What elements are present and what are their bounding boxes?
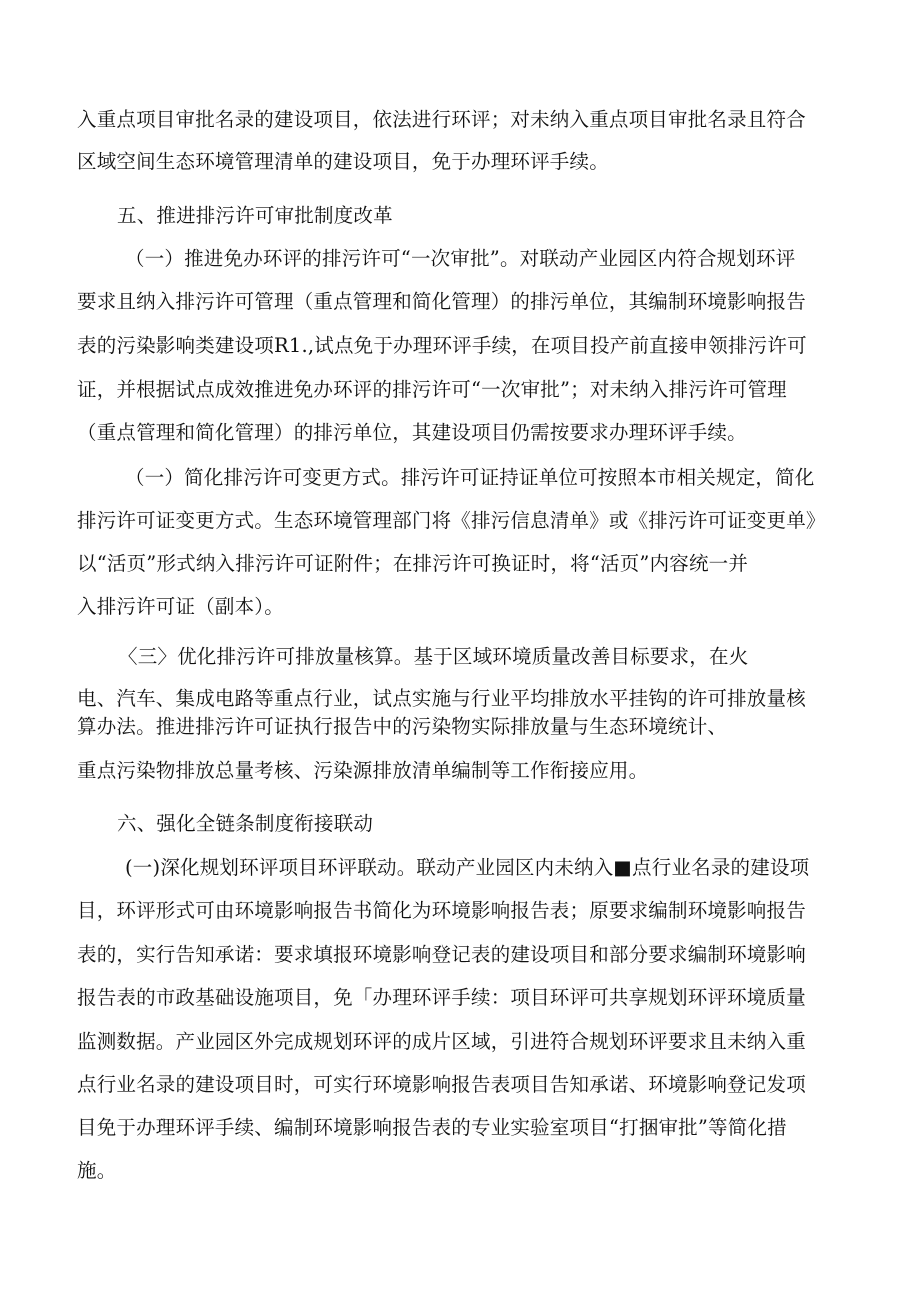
text-line: 入重点项目审批名录的建设项目，依法进行环评；对未纳入重点项目审批名录且符合 (77, 108, 806, 131)
text-line: （一）简化排污许可变更方式。排污许可证持证单位可按照本市相关规定，简化 (125, 466, 815, 489)
section-heading-6: 六、强化全链条制度衔接联动 (117, 812, 374, 835)
text-line: 电、汽车、集成电路等重点行业，试点实施与行业平均排放水平挂钩的许可排放量核 (77, 687, 806, 710)
text-line: 点行业名录的建设项目时，可实行环境影响报告表项目告知承诺、环境影响登记发项 (77, 1073, 806, 1096)
text-line: 重点污染物排放总量考核、污染源排放清单编制等工作衔接应用。 (77, 759, 649, 782)
text-line: 监测数据。产业园区外完成规划环评的成片区域，引进符合规划环评要求且未纳入重 (77, 1030, 806, 1053)
text-line: 入排污许可证（副本）。 (77, 595, 284, 618)
text-line: 报告表的市政基础设施项目，免「办理环评手续：项目环评可共享规划环评环境质量 (77, 986, 806, 1009)
text-line: 区域空间生态环境管理清单的建设项目，免于办理环评手续。 (77, 150, 609, 173)
text-line: 要求且纳入排污许可管理（重点管理和简化管理）的排污单位，其编制环境影响报告 (77, 290, 806, 313)
text-line: (一)深化规划环评项目环评联动。联动产业园区内未纳入■点行业名录的建设项 (125, 856, 810, 879)
text-line: 算办法。推进排污许可证执行报告中的污染物实际排放量与生态环境统计、 (77, 715, 728, 738)
text-line: 表的，实行告知承诺：要求填报环境影响登记表的建设项目和部分要求编制环境影响 (77, 943, 806, 966)
text-line: 〈三〉优化排污许可排放量核算。基于区域环境质量改善目标要求，在火 (118, 645, 749, 668)
text-line: （一）推进免办环评的排污许可“一次审批”。对联动产业园区内符合规划环评 (125, 247, 796, 270)
text-line: 以“活页”形式纳入排污许可证附件；在排污许可换证时，将“活页”内容统一并 (77, 552, 749, 575)
section-heading-5: 五、推进排污许可审批制度改革 (117, 204, 393, 227)
text-line: 目免于办理环评手续、编制环境影响报告表的专业实验室项目“打捆审批”等简化措 (77, 1116, 787, 1139)
text-line: 施。 (77, 1159, 117, 1182)
text-line: 排污许可证变更方式。生态环境管理部门将《排污信息清单》或《排污许可证变更单》 (77, 509, 826, 532)
text-line: 证，并根据试点成效推进免办环评的排污许可“一次审批”；对未纳入排污许可管理 (77, 378, 787, 401)
text-line: 表的污染影响类建设项R1.,试点免于办理环评手续，在项目投产前直接申领排污许可 (77, 334, 807, 357)
text-line: 目，环评形式可由环境影响报告书简化为环境影响报告表；原要求编制环境影响报告 (77, 899, 806, 922)
text-line: （重点管理和简化管理）的排污单位，其建设项目仍需按要求办理环评手续。 (77, 421, 747, 444)
